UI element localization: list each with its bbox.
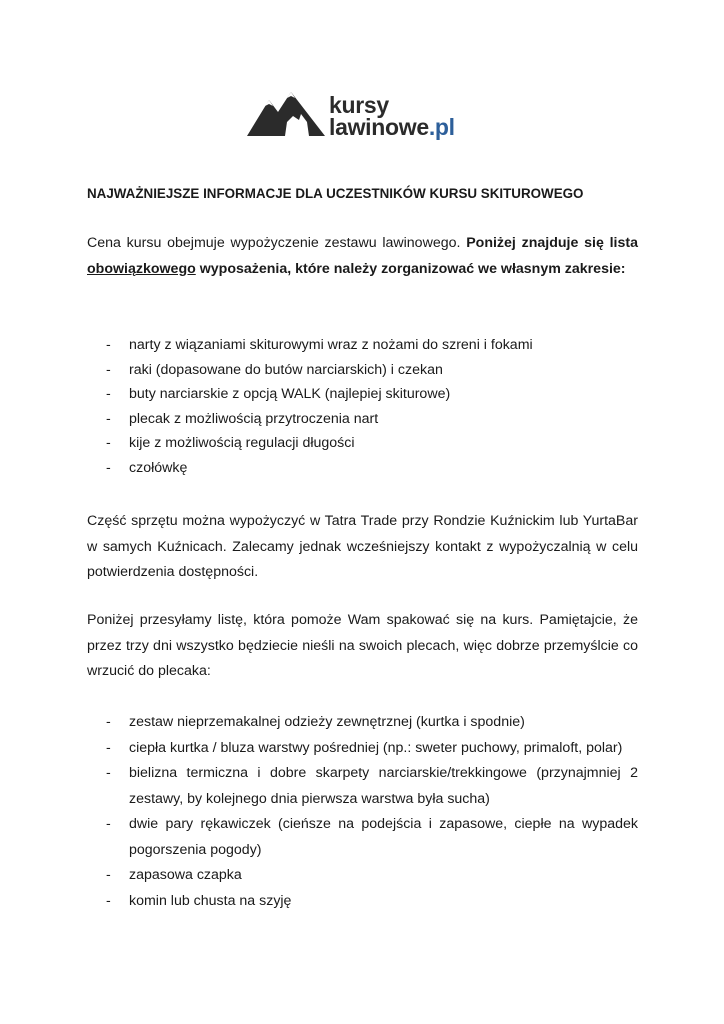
logo-domain-suffix: .pl — [428, 114, 455, 140]
list-item: - komin lub chusta na szyję — [87, 889, 638, 915]
logo-line-1: kursy — [329, 92, 389, 118]
document-heading: NAJWAŻNIEJSZE INFORMACJE DLA UCZESTNIKÓW KURSU SKITUROWEGO — [87, 186, 584, 201]
intro-plain-text: Cena kursu obejmuje wypożyczenie zestawu lawinowego. — [87, 235, 467, 251]
packing-list — [87, 710, 638, 914]
list-item: - ciepła kurtka / bluza warstwy pośredniej (np.: sweter puchowy, primaloft, polar) — [87, 736, 638, 762]
list-item: - zapasowa czapka — [87, 863, 638, 889]
list-item: - raki (dopasowane do butów narciarskich) i czekan — [87, 358, 638, 383]
list-item: - plecak z możliwością przytroczenia nart — [87, 407, 638, 432]
intro-paragraph — [87, 231, 638, 282]
logo-line-2 — [329, 116, 455, 138]
list-item: - kije z możliwością regulacji długości — [87, 431, 638, 456]
list-item: - dwie pary rękawiczek (cieńsze na podejścia i zapasowe, ciepłe na wypadek pogorszenia pogody) — [87, 812, 638, 863]
list-item: - zestaw nieprzemakalnej odzieży zewnętrznej (kurtka i spodnie) — [87, 710, 638, 736]
list-item: - narty z wiązaniami skiturowymi wraz z nożami do szreni i fokami — [87, 333, 638, 358]
mountain-avalanche-logo-icon — [247, 92, 327, 140]
intro-mandatory-emphasis: obowiązkowego — [87, 260, 196, 277]
list-item: - buty narciarskie z opcją WALK (najlepiej skiturowe) — [87, 382, 638, 407]
mandatory-equipment-list — [87, 333, 638, 481]
rental-paragraph: Część sprzętu można wypożyczyć w Tatra Trade przy Rondzie Kuźnickim lub YurtaBar w samych Kuźnicach. Zalecamy jednak wcześniejszy kontakt z wypożyczalnią w celu potwierdzenia dostępności. — [87, 513, 638, 580]
intro-bold-text-end: wyposażenia, które należy zorganizować we własnym zakresie: — [195, 260, 626, 277]
list-item: - czołówkę — [87, 456, 638, 481]
logo-line-2-main: lawinowe — [329, 114, 429, 140]
intro-bold-text: Poniżej znajduje się lista — [466, 235, 638, 251]
packing-paragraph: Poniżej przesyłamy listę, która pomoże Wam spakować się na kurs. Pamiętajcie, że przez trzy dni wszystko będziecie nieśli na swoich plecach, więc dobrze przemyślcie co wrzucić do plecaka: — [87, 612, 638, 679]
list-item: - bielizna termiczna i dobre skarpety narciarskie/trekkingowe (przynajmniej 2 zestawy, by kolejnego dnia pierwsza warstwa była sucha) — [87, 761, 638, 812]
logo-wordmark — [329, 94, 455, 138]
brand-logo — [247, 92, 487, 142]
